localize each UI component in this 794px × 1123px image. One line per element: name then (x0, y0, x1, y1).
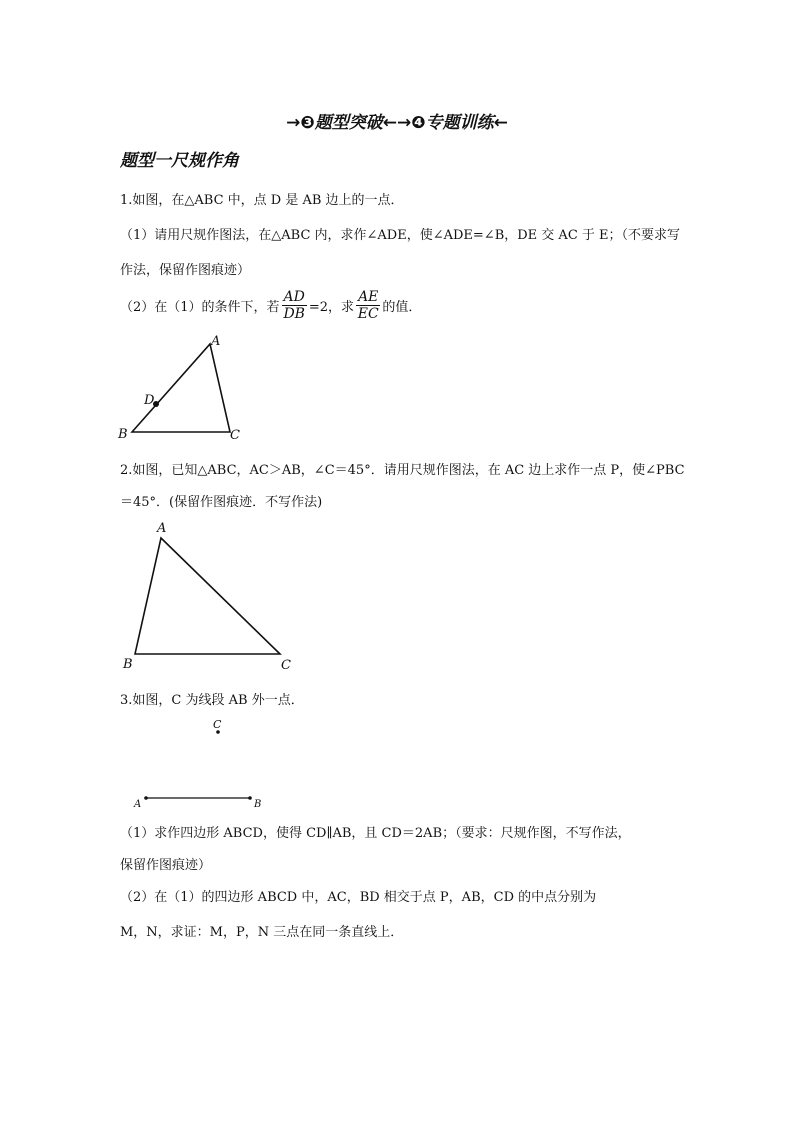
q3-stem: 3.如图，C 为线段 AB 外一点． (120, 693, 304, 708)
point-a (144, 796, 148, 800)
triangle-abc (132, 344, 230, 432)
q1-stem: 1.如图，在△ABC 中，点 D 是 AB 边上的一点． (120, 193, 404, 208)
label-a: A (134, 799, 142, 810)
fraction-denominator: EC (357, 306, 379, 322)
label-d: D (144, 393, 155, 408)
label-c: C (213, 718, 222, 731)
q1-fraction-ae-ec (356, 289, 380, 322)
triangle-abc (135, 538, 280, 654)
q3-part2-line1: （2）在（1）的四边形 ABCD 中，AC，BD 相交于点 P，AB，CD 的中点分别为 (120, 890, 597, 905)
point-b (248, 796, 252, 800)
label-b: B (118, 427, 128, 442)
q3-part1-line2: 保留作图痕迹） (120, 858, 212, 873)
q3-part2-line2: M，N，求证：M，P，N 三点在同一条直线上． (120, 925, 404, 940)
q3-part1-line1: （1）求作四边形 ABCD，使得 CD∥AB，且 CD＝2AB；（要求：尺规作图，不写作法， (120, 826, 631, 841)
label-c: C (230, 428, 240, 443)
q2-line1: 2.如图，已知△ABC，AC＞AB，∠C＝45°．请用尺规作图法，在 AC 边上求作一点 P，使∠PBC (120, 463, 685, 478)
label-c: C (281, 658, 291, 670)
fraction-denominator: DB (283, 306, 305, 322)
q1-part1-line2: 作法，保留作图痕迹） (120, 263, 251, 278)
label-a: A (211, 334, 221, 349)
fraction-numerator: AE (358, 289, 379, 305)
q2-triangle-figure (115, 518, 305, 670)
q1-part2-mid: =2，求 (308, 300, 355, 315)
q3-segment-figure (130, 715, 280, 815)
q1-part2 (120, 289, 421, 322)
header-title: →❸题型突破←→❹专题训练← (286, 113, 508, 133)
q1-triangle-figure (112, 332, 252, 444)
section-title: 题型一尺规作角 (120, 151, 239, 171)
q1-part2-suffix: 的值． (382, 300, 422, 315)
label-b: B (123, 657, 133, 670)
label-b: B (254, 799, 262, 810)
q1-part2-prefix: （2）在（1）的条件下，若 (120, 300, 280, 315)
q1-fraction-ad-db (282, 289, 307, 322)
fraction-numerator: AD (283, 289, 305, 305)
q1-part1-line1: （1）请用尺规作图法，在△ABC 内，求作∠ADE，使∠ADE=∠B，DE 交 AC 于 E；（不要求写 (120, 228, 681, 243)
label-a: A (157, 521, 167, 536)
q2-line2: ＝45°．(保留作图痕迹．不写作法) (120, 495, 323, 510)
